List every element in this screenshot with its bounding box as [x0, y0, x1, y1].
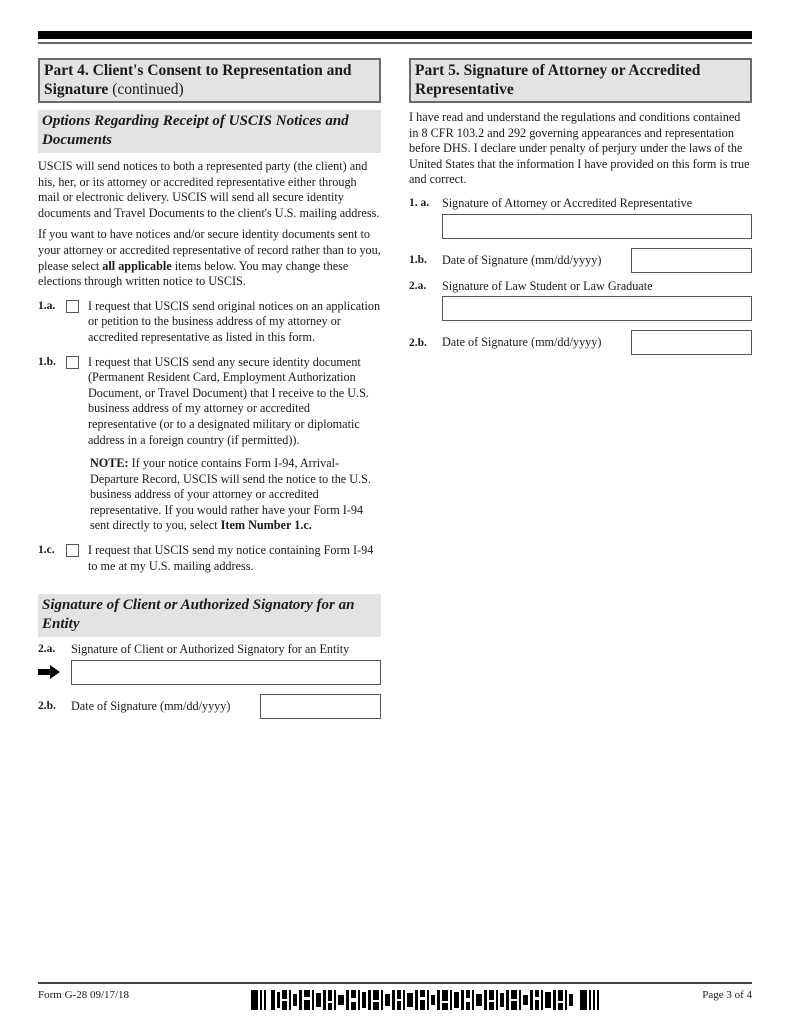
item-1c — [38, 543, 381, 574]
client-signature-heading: Signature of Client or Authorized Signatory for an Entity — [38, 594, 381, 637]
para2-bold-text: all applicable — [102, 258, 172, 273]
client-signature-field[interactable] — [71, 660, 381, 685]
attorney-signature-field[interactable] — [442, 214, 752, 239]
part5-intro: I have read and understand the regulations and conditions contained in 8 CFR 103.2 and 292 governing appearances and representation before DHS. I declare under penalty of perjury under the laws of the United States that the information I have provided on this form is true and correct. — [409, 110, 750, 187]
item-number: 2.a. — [409, 279, 427, 292]
part4-column — [38, 58, 381, 719]
note-label: NOTE: — [90, 456, 129, 471]
note-bold-reference: Item Number 1.c. — [220, 518, 312, 533]
para2-text-after: items below. You may change these elections through written notice to USCIS. — [38, 258, 349, 289]
attorney-date-field[interactable] — [631, 248, 752, 273]
part5-header — [409, 58, 752, 103]
checkbox-1a[interactable] — [66, 300, 79, 313]
page-number: Page 3 of 4 — [702, 989, 752, 1001]
part4-title: Part 4. Client's Consent to Representation and Signature — [44, 62, 352, 98]
client-date-label: Date of Signature (mm/dd/yyyy) — [71, 698, 231, 713]
top-rule-thin — [38, 42, 752, 44]
item-number: 1.c. — [38, 544, 55, 557]
part4-title-suffix: (continued) — [112, 81, 184, 98]
part5-column — [409, 58, 752, 355]
i94-note — [90, 456, 381, 534]
item-1a — [38, 299, 381, 346]
student-signature-label-row — [409, 279, 752, 295]
client-signature-row — [38, 660, 381, 685]
client-date-field[interactable] — [260, 694, 381, 719]
attorney-date-label: Date of Signature (mm/dd/yyyy) — [442, 252, 602, 267]
options-paragraph-2 — [38, 227, 381, 289]
arrow-right-icon — [38, 665, 71, 679]
item-number: 2.b. — [409, 336, 427, 349]
student-date-label: Date of Signature (mm/dd/yyyy) — [442, 335, 602, 350]
client-signature-label-row — [38, 642, 381, 658]
checkbox-1c[interactable] — [66, 544, 79, 557]
item-number: 2.b. — [38, 700, 56, 713]
item-text: I request that USCIS send my notice containing Form I-94 to me at my U.S. mailing address. — [88, 543, 374, 573]
item-number: 1.a. — [38, 299, 56, 312]
part4-header — [38, 58, 381, 103]
student-signature-label: Signature of Law Student or Law Graduate — [442, 278, 653, 293]
checkbox-1b[interactable] — [66, 356, 79, 369]
part5-title: Part 5. Signature of Attorney or Accredited Representative — [415, 62, 701, 98]
attorney-signature-label: Signature of Attorney or Accredited Representative — [442, 195, 693, 210]
options-section-heading: Options Regarding Receipt of USCIS Notices and Documents — [38, 110, 381, 153]
item-number: 2.a. — [38, 643, 56, 656]
item-1b — [38, 355, 381, 449]
item-text: I request that USCIS send any secure identity document (Permanent Resident Card, Employment Authorization Document, or Travel Document) that I receive to the U.S. business address of my attorney or accredited representative (or to a designated military or diplomatic address in a foreign country (if permitted)). — [88, 354, 369, 447]
student-signature-field[interactable] — [442, 296, 752, 321]
item-text: I request that USCIS send original notices on an application or petition to the business address of my attorney or accredited representative as listed in this form. — [88, 298, 381, 344]
attorney-date-row — [409, 248, 752, 273]
top-rule-thick — [38, 31, 752, 39]
note-text: If your notice contains Form I-94, Arrival-Departure Record, USCIS will send the notice to the U.S. business address of your attorney or accredited representative. If you would rather have your Form I-94 sent directly to you, select — [90, 456, 371, 533]
para2-text-before: If you want to have notices and/or secure identity documents sent to your attorney or accredited representative of record rather than to you, please select — [38, 227, 381, 273]
client-signature-label: Signature of Client or Authorized Signatory for an Entity — [71, 642, 350, 657]
student-date-field[interactable] — [631, 330, 752, 355]
form-id: Form G-28 09/17/18 — [38, 989, 130, 1001]
barcode-icon — [251, 990, 599, 1010]
attorney-signature-label-row — [409, 196, 752, 212]
footer-rule — [38, 982, 752, 984]
student-date-row — [409, 330, 752, 355]
item-number: 1.b. — [409, 254, 427, 267]
client-date-row — [38, 694, 381, 719]
item-number: 1. a. — [409, 196, 430, 209]
options-paragraph-1: USCIS will send notices to both a represented party (the client) and his, her, or its attorney or accredited representative either through mail or electronic delivery. USCIS will send all secure identity documents and Travel Documents to the client's U.S. mailing address. — [38, 159, 380, 220]
item-number: 1.b. — [38, 355, 56, 368]
